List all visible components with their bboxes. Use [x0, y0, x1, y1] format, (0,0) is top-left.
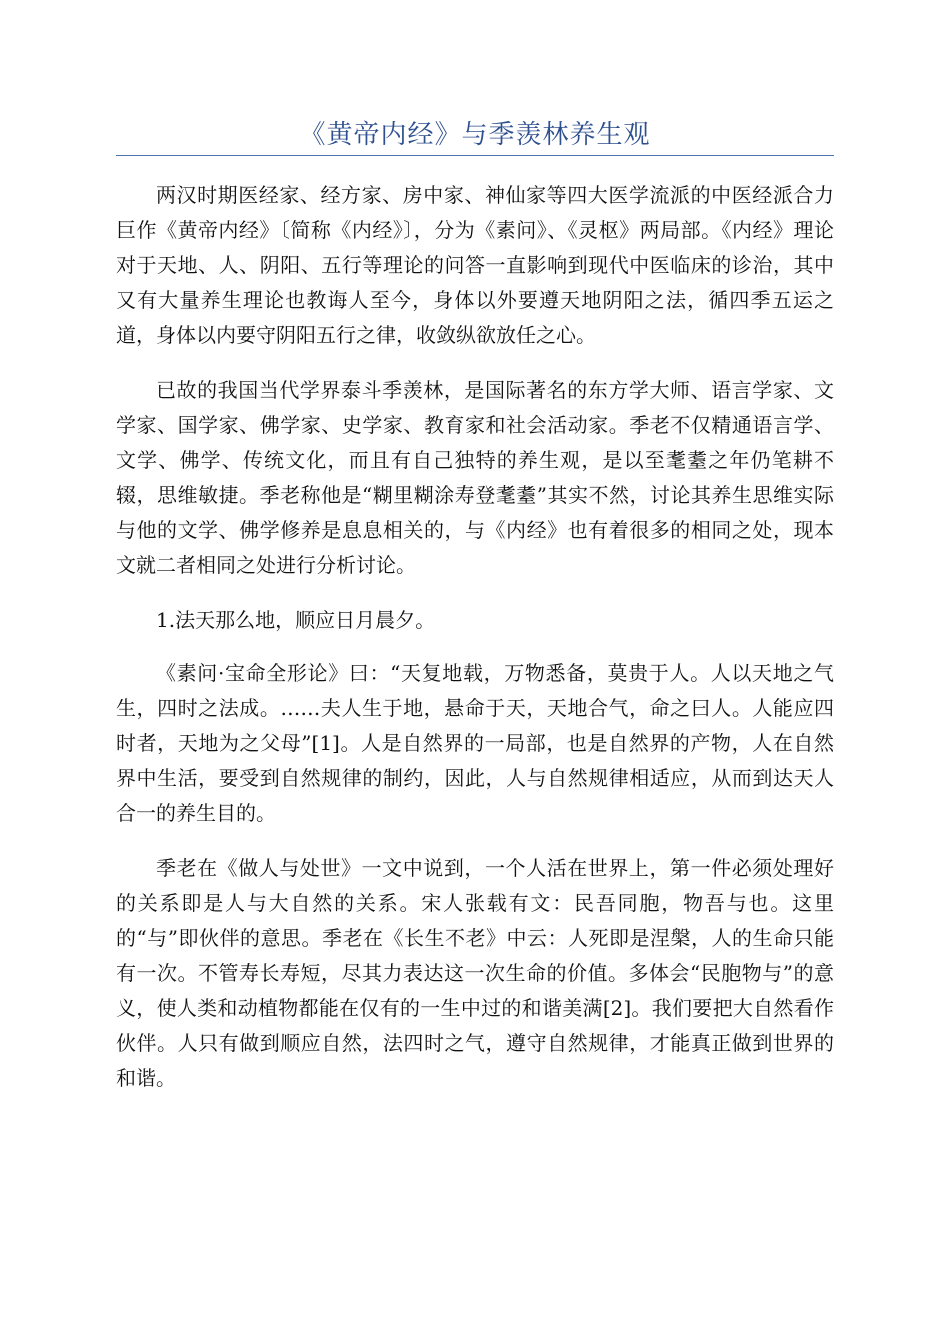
document-title: 《黄帝内经》与季羡林养生观: [299, 120, 651, 150]
paragraph-suwen-quote: 《素问·宝命全形论》曰：“天复地载，万物悉备，莫贵于人。人以天地之气生，四时之法成。……夫人生于地，悬命于天，天地合气，命之曰人。人能应四时者，天地为之父母”[1]。人是自然界的一局部，也是自然界的产物，人在自然界中生活，要受到自然规律的制约，因此，人与自然规律相适应，从而到达天人合一的养生目的。: [116, 661, 834, 825]
document-body: [116, 178, 834, 1116]
section-heading-1: 1.法天那么地，顺应日月晨夕。: [156, 608, 436, 632]
paragraph-zuoren-chushi: 季老在《做人与处世》一文中说到，一个人活在世界上，第一件必须处理好的关系即是人与大自然的关系。宋人张载有文：民吾同胞，物吾与也。这里的“与”即伙伴的意思。季老在《长生不老》中云：人死即是涅槃，人的生命只能有一次。不管寿长寿短，尽其力表达这一次生命的价值。多体会“民胞物与”的意义，使人类和动植物都能在仅有的一生中过的和谐美满[2]。我们要把大自然看作伙伴。人只有做到顺应自然，法四时之气，遵守自然规律，才能真正做到世界的和谐。: [116, 856, 834, 1090]
paragraph-neijing-intro: 两汉时期医经家、经方家、房中家、神仙家等四大医学流派的中医经派合力巨作《黄帝内经》〔简称《内经》〕，分为《素问》、《灵枢》两局部。《内经》理论对于天地、人、阴阳、五行等理论的问答一直影响到现代中医临床的诊治，其中又有大量养生理论也教诲人至今，身体以外要遵天地阴阳之法，循四季五运之道，身体以内要守阴阳五行之律，收敛纵欲放任之心。: [116, 183, 834, 347]
paragraph-ji-xianlin-intro: 已故的我国当代学界泰斗季羡林，是国际著名的东方学大师、语言学家、文学家、国学家、佛学家、史学家、教育家和社会活动家。季老不仅精通语言学、文学、佛学、传统文化，而且有自己独特的养生观，是以至耄耋之年仍笔耕不辍，思维敏捷。季老称他是“糊里糊涂寿登耄耋”其实不然，讨论其养生思维实际与他的文学、佛学修养是息息相关的，与《内经》也有着很多的相同之处，现本文就二者相同之处进行分析讨论。: [116, 378, 834, 577]
title-underline: [116, 155, 834, 156]
